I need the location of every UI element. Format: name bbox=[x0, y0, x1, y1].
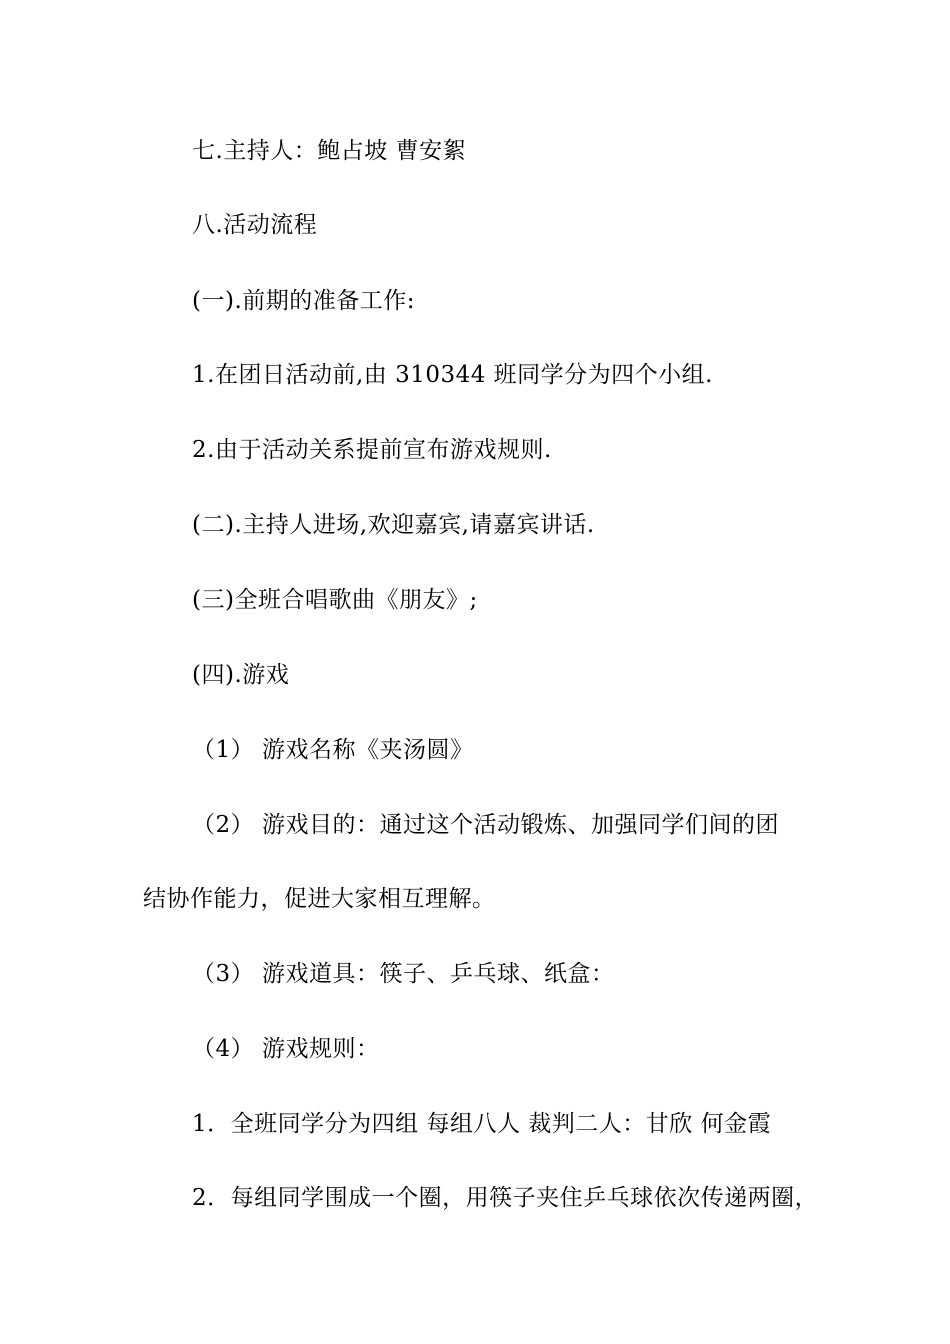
game-rule-2: 2．每组同学围成一个圈，用筷子夹住乒乓球依次传递两圈， bbox=[192, 1185, 819, 1211]
preparation-item-2: 2.由于活动关系提前宣布游戏规则. bbox=[192, 437, 552, 463]
preparation-item-1: 1.在团日活动前,由 310344 班同学分为四个小组. bbox=[192, 362, 713, 388]
section-host: 七.主持人：鲍占坡 曹安絮 bbox=[192, 138, 467, 164]
section-process-heading: 八.活动流程 bbox=[192, 212, 318, 238]
game-purpose-continued: 结协作能力，促进大家相互理解。 bbox=[143, 886, 496, 912]
subsection-preparation: (一).前期的准备工作: bbox=[192, 288, 416, 314]
subsection-chorus: (三)全班合唱歌曲《朋友》; bbox=[192, 587, 478, 613]
game-rules-heading: （4） 游戏规则： bbox=[192, 1036, 380, 1062]
game-rule-1: 1．全班同学分为四组 每组八人 裁判二人：甘欣 何金霞 bbox=[192, 1111, 772, 1137]
subsection-host-entrance: (二).主持人进场,欢迎嘉宾,请嘉宾讲话. bbox=[192, 512, 595, 538]
subsection-game: (四).游戏 bbox=[192, 662, 290, 688]
game-name: （1） 游戏名称《夹汤圆》 bbox=[192, 737, 474, 763]
game-purpose: （2） 游戏目的：通过这个活动锻炼、加强同学们间的团 bbox=[192, 812, 779, 838]
game-props: （3） 游戏道具：筷子、乒乓球、纸盒： bbox=[192, 961, 615, 987]
